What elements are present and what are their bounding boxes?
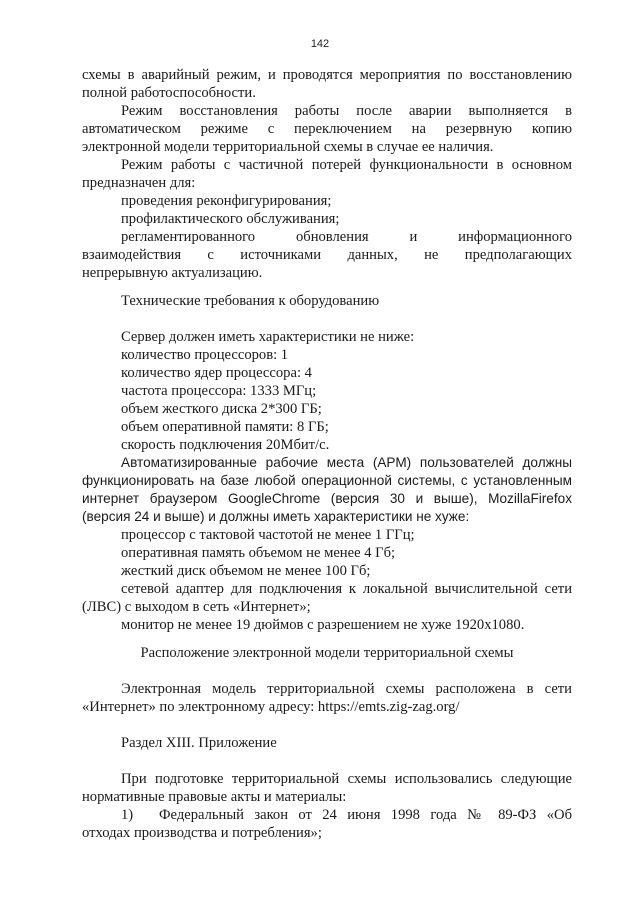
section-heading-model-location: Расположение электронной модели территориальной схемы [140, 645, 514, 661]
list-item: оперативная память объемом не менее 4 Гб; [121, 545, 396, 561]
text-line: электронной модели территориальной схемы в случае ее наличия. [82, 139, 494, 155]
text-line: Электронная модель территориальной схемы расположена в сети [121, 681, 572, 697]
list-item: объем оперативной памяти: 8 ГБ; [121, 419, 329, 435]
text-line: Автоматизированные рабочие места (АРМ) пользователей должны [121, 455, 572, 470]
list-item: частота процессора: 1333 МГц; [121, 383, 317, 399]
text-line: Сервер должен иметь характеристики не ниже: [121, 329, 415, 345]
text-line: предназначен для: [82, 175, 196, 191]
text-line: нормативные правовые акты и материалы: [82, 789, 347, 805]
text-line: При подготовке территориальной схемы использовались следующие [121, 771, 572, 787]
list-item: монитор не менее 19 дюймов с разрешением не хуже 1920х1080. [121, 617, 525, 633]
text-line: «Интернет» по электронному адресу: https://emts.zig-zag.org/ [82, 699, 460, 715]
text-line: (версия 24 и выше) и должны иметь характеристики не хуже: [82, 509, 470, 524]
text-line: (ЛВС) с выходом в сеть «Интернет»; [82, 599, 311, 615]
text-line: взаимодействия с источниками данных, не предполагающих [82, 247, 572, 263]
text-line: функционировать на базе любой операционной системы, с установленным [82, 473, 572, 488]
section-heading-hardware: Технические требования к оборудованию [121, 293, 380, 309]
text-line: Режим восстановления работы после аварии выполняется в [121, 103, 572, 119]
text-line: автоматическом режиме с переключением на резервную копию [82, 121, 572, 137]
list-item: сетевой адаптер для подключения к локальной вычислительной сети [121, 581, 572, 597]
list-item: количество ядер процессора: 4 [121, 365, 312, 381]
list-item: регламентированного обновления и информационного [121, 229, 572, 245]
list-item: процессор с тактовой частотой не менее 1 ГГц; [121, 527, 415, 543]
list-item: количество процессоров: 1 [121, 347, 289, 363]
text-line: схемы в аварийный режим, и проводятся мероприятия по восстановлению [82, 67, 572, 83]
text-line: интернет браузером GoogleChrome (версия 30 и выше), MozillaFirefox [82, 491, 572, 506]
numbered-item [121, 806, 572, 824]
text-line: Режим работы с частичной потерей функциональности в основном [121, 157, 572, 173]
list-item: проведения реконфигурирования; [121, 193, 332, 209]
list-item: объем жесткого диска 2*300 ГБ; [121, 401, 322, 417]
list-item: профилактического обслуживания; [121, 211, 340, 227]
text-line: отходах производства и потребления»; [82, 825, 322, 841]
text-line: непрерывную актуализацию. [82, 265, 263, 281]
item-number: 1) [121, 807, 134, 823]
list-item: скорость подключения 20Мбит/с. [121, 437, 330, 453]
page-number: 142 [310, 38, 330, 50]
text-line: полной работоспособности. [82, 85, 256, 101]
section-heading-appendix: Раздел XIII. Приложение [121, 735, 277, 751]
list-item: жесткий диск объемом не менее 100 Гб; [121, 563, 371, 579]
item-text: Федеральный закон от 24 июня 1998 года № 89-ФЗ «Об [159, 807, 572, 823]
